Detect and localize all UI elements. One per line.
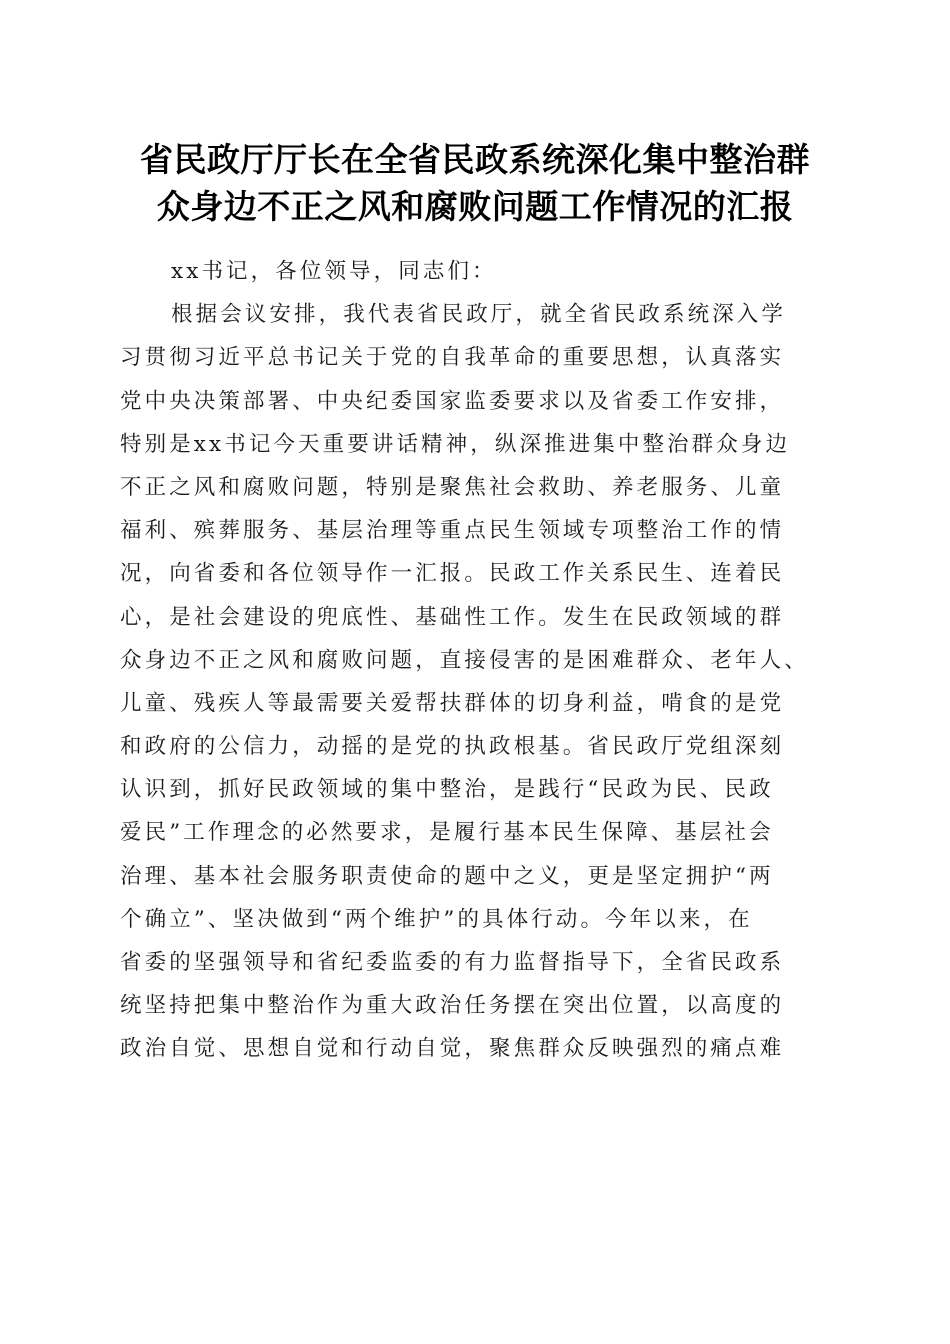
paragraph-line: 福利、殡葬服务、基层治理等重点民生领域专项整治工作的情 [120,518,785,544]
paragraph-line: 根据会议安排，我代表省民政厅，就全省民政系统深入学 [171,302,787,328]
paragraph-line: 治理、基本社会服务职责使命的题中之义，更是坚定拥护“两 [120,863,774,889]
paragraph-line: 和政府的公信力，动摇的是党的执政根基。省民政厅党组深刻 [120,734,785,760]
paragraph-line: 爱民”工作理念的必然要求，是履行基本民生保障、基层社会 [120,820,774,846]
salutation: xx书记，各位领导，同志们： [171,259,497,284]
paragraph-line: 统坚持把集中整治作为重大政治任务摆在突出位置，以高度的 [120,993,785,1019]
document-body [120,250,832,1071]
paragraph-line: 个确立”、坚决做到“两个维护”的具体行动。今年以来，在 [120,906,753,932]
paragraph-line: 儿童、残疾人等最需要关爱帮扶群体的切身利益，啃食的是党 [120,690,785,716]
paragraph-line: 不正之风和腐败问题，特别是聚焦社会救助、养老服务、儿童 [120,474,785,500]
paragraph-line: 众身边不正之风和腐败问题，直接侵害的是困难群众、老年人、 [120,647,809,673]
title-line-1: 省民政厅厅长在全省民政系统深化集中整治群 [140,140,810,179]
paragraph-line: 特别是xx书记今天重要讲话精神，纵深推进集中整治群众身边 [120,431,791,457]
paragraph-line: 认识到，抓好民政领域的集中整治，是践行“民政为民、民政 [120,777,774,803]
paragraph-line: 心，是社会建设的兜底性、基础性工作。发生在民政领域的群 [120,604,785,630]
paragraph-line: 党中央决策部署、中央纪委国家监委要求以及省委工作安排， [120,388,785,414]
document-title [110,136,840,230]
paragraph-line: 习贯彻习近平总书记关于党的自我革命的重要思想，认真落实 [120,345,785,371]
paragraph-line: 政治自觉、思想自觉和行动自觉，聚焦群众反映强烈的痛点难 [120,1036,785,1062]
title-line-2: 众身边不正之风和腐败问题工作情况的汇报 [156,187,794,226]
paragraph-line: 况，向省委和各位领导作一汇报。民政工作关系民生、连着民 [120,561,785,587]
paragraph-line: 省委的坚强领导和省纪委监委的有力监督指导下，全省民政系 [120,950,785,975]
